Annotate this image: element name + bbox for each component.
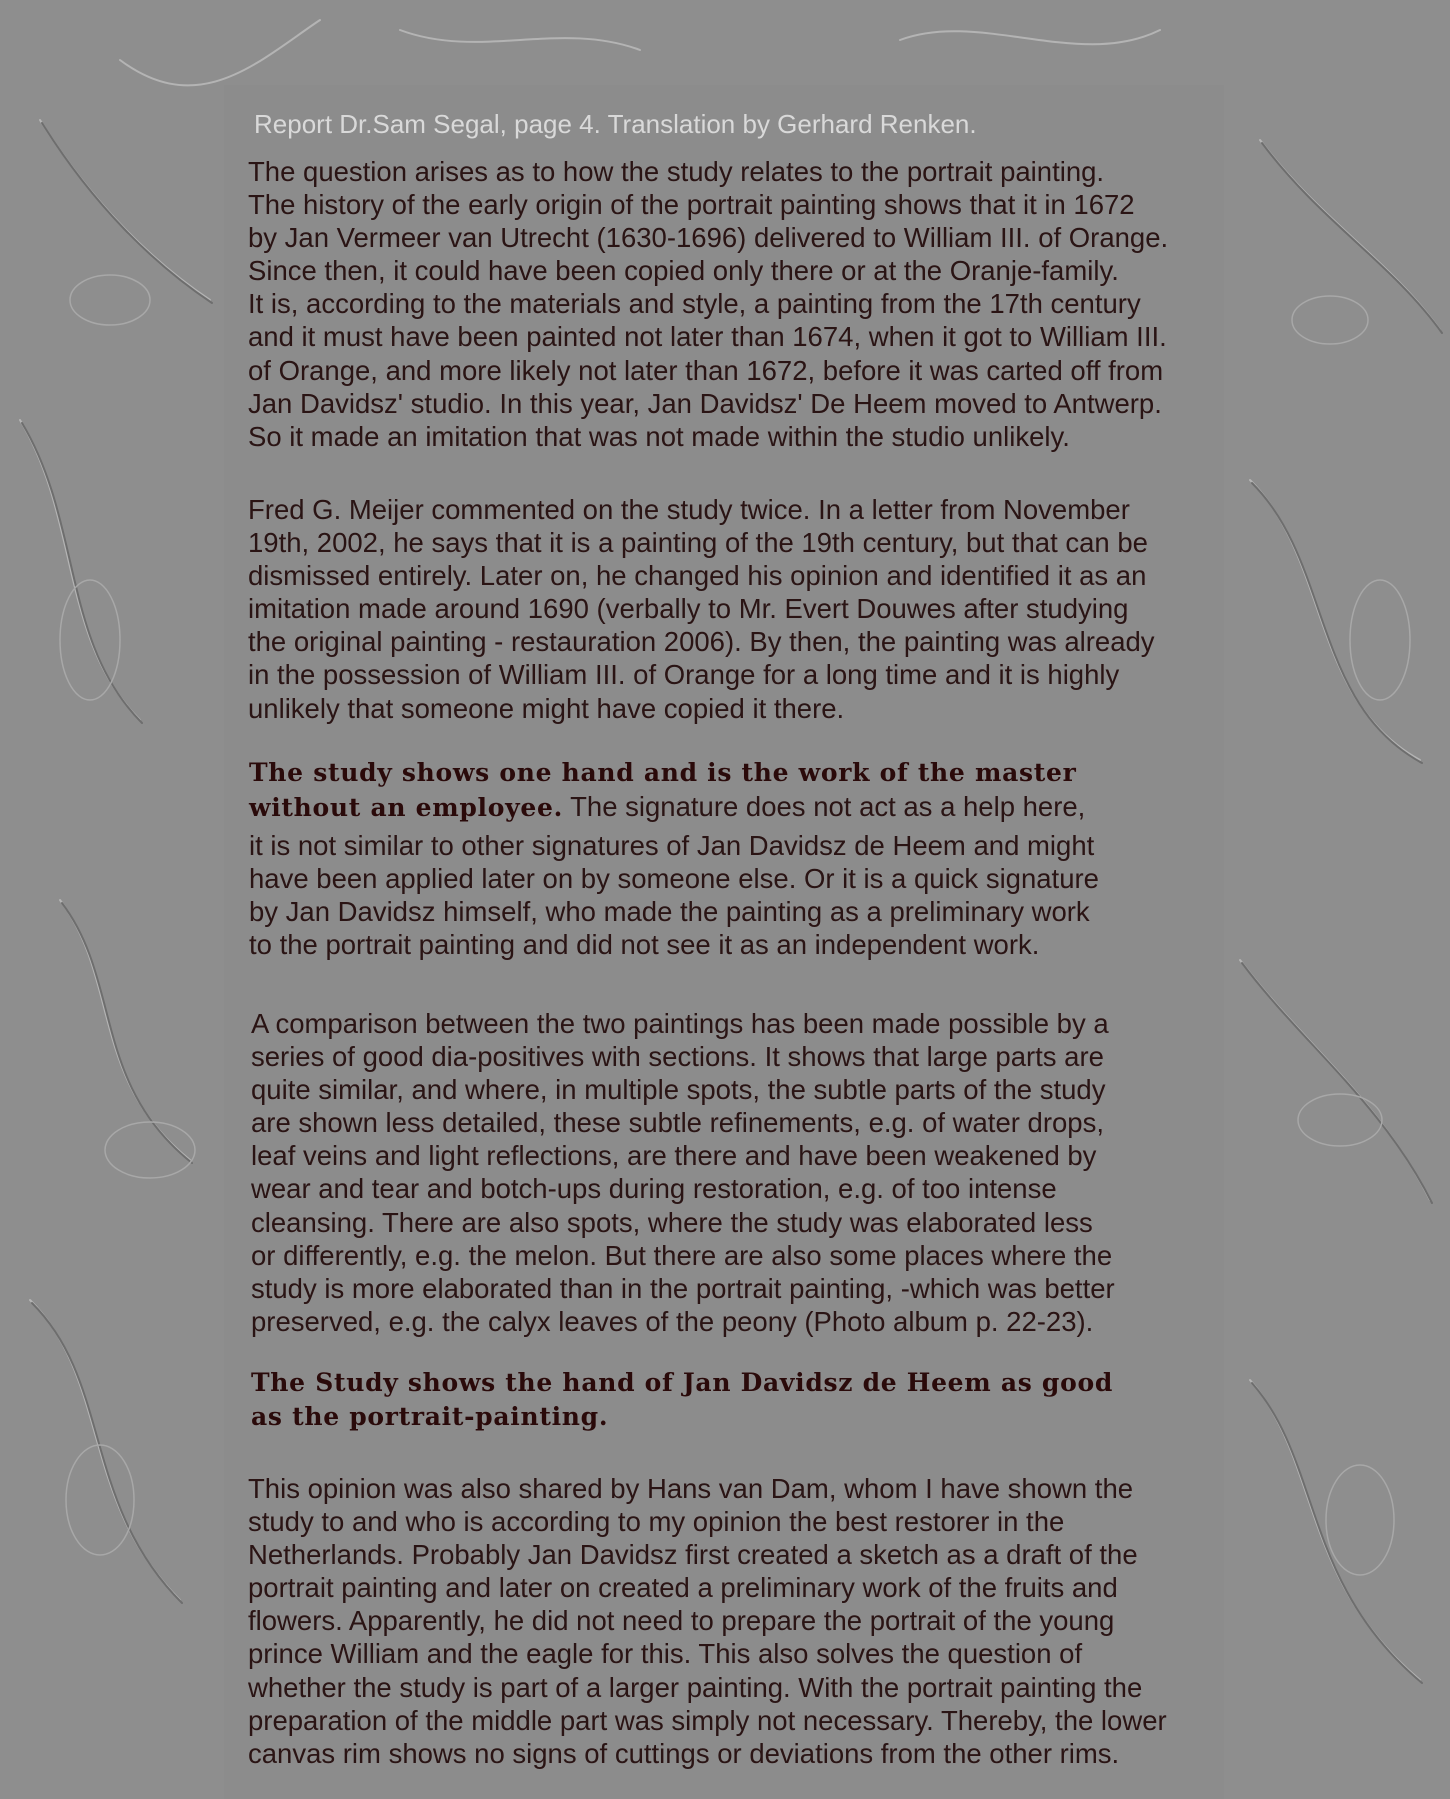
page-header: Report Dr.Sam Segal, page 4. Translation by Gerhard Renken.	[254, 109, 977, 139]
paragraph-one-hand-line1: The signature does not act as a help here,	[562, 791, 1086, 822]
paragraph-one-hand-bold: The study shows one hand and is the work of the master without an employee.	[249, 758, 1077, 822]
paragraph-hand-of-de-heem: The Study shows the hand of Jan Davidsz de Heem as good as the portrait-painting.	[251, 1368, 1114, 1431]
paragraph-comparison: A comparison between the two paintings has been made possible by a series of good dia-positives with sections. It shows that large parts are quite similar, and where, in multiple spots, the subtle parts of the study are shown less detailed, these subtle refinements, e.g. of water drops, leaf veins and light reflections, are there and have been weakened by wear and tear and botch-ups during restoration, e.g. of too intense cleansing. There are also spots, where the study was elaborated less or differently, e.g. the melon. But there are also some places where the study is more elaborated than in the portrait painting, -which was better preserved, e.g. the calyx leaves of the peony (Photo album p. 22-23).	[251, 1008, 1115, 1337]
paragraph-meijer-comment: Fred G. Meijer commented on the study twice. In a letter from November 19th, 2002, he says that it is a painting of the 19th century, but that can be dismissed entirely. Later on, he changed his opinion and identified it as an imitation made around 1690 (verbally to Mr. Evert Douwes after studying the original painting - restauration 2006). By then, the painting was already in the possession of William III. of Orange for a long time and it is highly unlikely that someone might have copied it there.	[248, 494, 1155, 724]
paragraph-van-dam-opinion: This opinion was also shared by Hans van Dam, whom I have shown the study to and who is according to my opinion the best restorer in the Netherlands. Probably Jan Davidsz first created a sketch as a draft of the portrait painting and later on created a preliminary work of the fruits and flowers. Apparently, he did not need to prepare the portrait of the young prince William and the eagle for this. This also solves the question of whether the study is part of a larger painting. With the portrait painting the preparation of the middle part was simply not necessary. Thereby, the lower canvas rim shows no signs of cuttings or deviations from the other rims.	[248, 1473, 1167, 1769]
paragraph-one-hand	[249, 755, 1249, 825]
paragraph-signature: it is not similar to other signatures of Jan Davidsz de Heem and might have been applied later on by someone else. Or it is a quick signature by Jan Davidsz himself, who made the painting as a preliminary work to the portrait painting and did not see it as an independent work.	[249, 830, 1099, 961]
paragraph-study-relation: The question arises as to how the study relates to the portrait painting. The history of the early origin of the portrait painting shows that it in 1672 by Jan Vermeer van Utrecht (1630-1696) delivered to William III. of Orange. Since then, it could have been copied only there or at the Oranje-family. It is, according to the materials and style, a painting from the 17th century and it must have been painted not later than 1674, when it got to William III. of Orange, and more likely not later than 1672, before it was carted off from Jan Davidsz' studio. In this year, Jan Davidsz' De Heem moved to Antwerp. So it made an imitation that was not made within the studio unlikely.	[248, 156, 1169, 452]
